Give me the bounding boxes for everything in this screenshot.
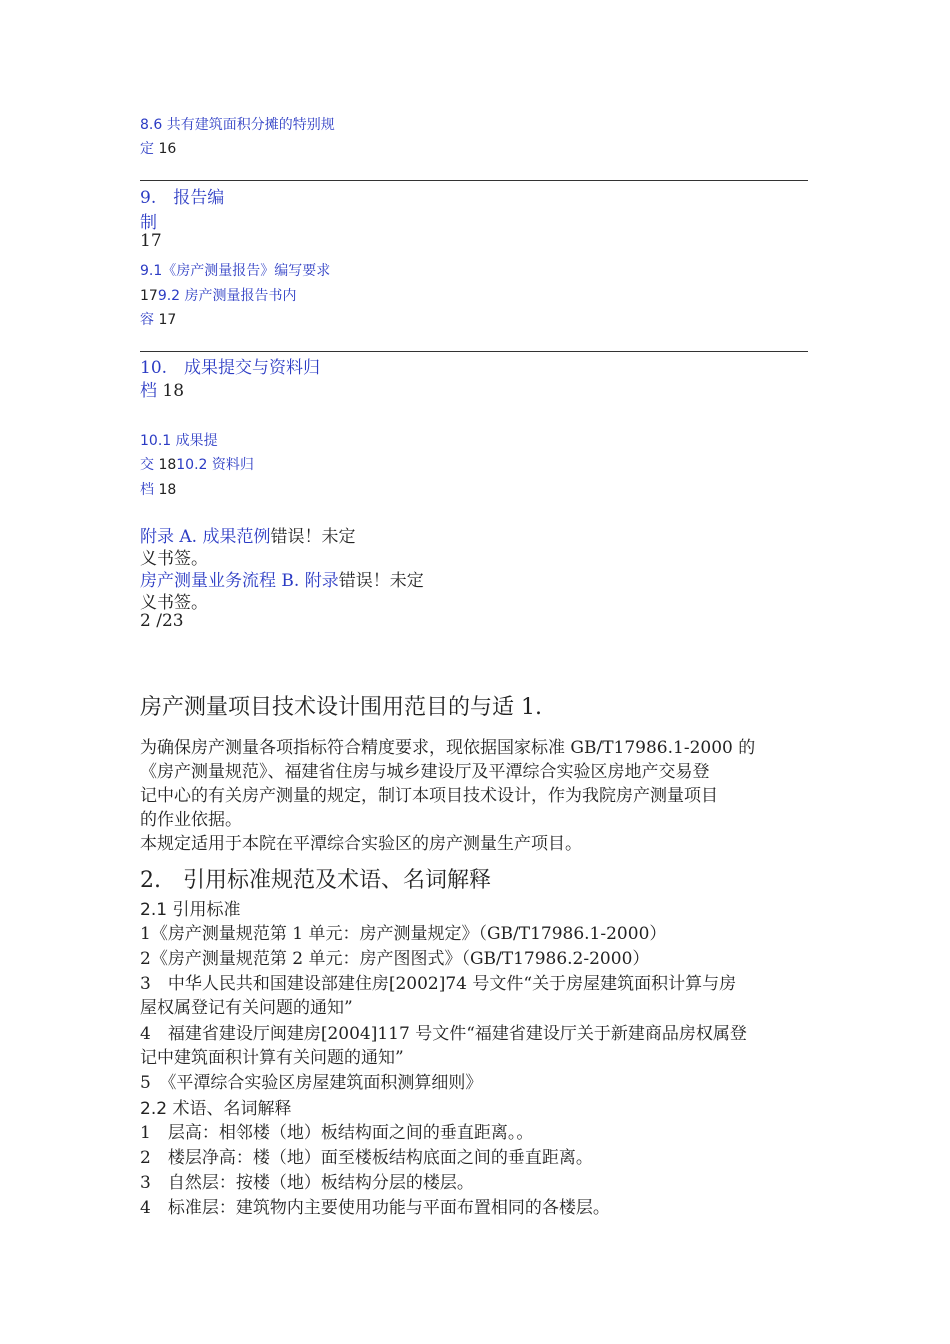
toc-appendix-a-text: 附录 A. 成果范例 <box>140 527 271 547</box>
toc-page-number: 16 <box>154 141 177 157</box>
toc-page-number: 17 <box>140 231 162 251</box>
toc-entry-8-6[interactable]: 8.6 共有建筑面积分摊的特别规 <box>140 117 335 133</box>
term-item: 4 标准层：建筑物内主要使用功能与平面布置相同的各楼层。 <box>140 1198 610 1218</box>
toc-entry-10-1-cont[interactable] <box>140 454 254 474</box>
toc-heading-9[interactable]: 9. 报告编 <box>140 188 225 208</box>
toc-page-number: 17 <box>140 288 158 304</box>
term-item: 3 自然层：按楼（地）板结构分层的楼层。 <box>140 1173 474 1193</box>
paragraph-line: 为确保房产测量各项指标符合精度要求，现依据国家标准 GB/T17986.1-2000 的 <box>140 738 756 758</box>
term-item: 2 楼层净高：楼（地）面至楼板结构底面之间的垂直距离。 <box>140 1148 593 1168</box>
toc-entry-8-6-text: 定 <box>140 141 154 157</box>
toc-page-number: 18 <box>154 457 177 473</box>
toc-error-cont: 义书签。 <box>140 593 208 613</box>
toc-error-text: 错误！未定 <box>338 571 424 591</box>
section-heading: 2. 引用标准规范及术语、名词解释 <box>140 868 491 893</box>
toc-error-text: 错误！未定 <box>270 527 356 547</box>
toc-page-number: 18 <box>154 482 177 498</box>
reference-item-cont: 记中建筑面积计算有关问题的通知” <box>140 1048 404 1068</box>
toc-entry-10-2-cont[interactable] <box>140 479 176 499</box>
reference-item: 3 中华人民共和国建设部建住房[2002]74 号文件“关于房屋建筑面积计算与房 <box>140 974 737 994</box>
toc-page-number: 18 <box>157 381 185 401</box>
paragraph-line: 记中心的有关房产测量的规定，制订本项目技术设计，作为我院房产测量项目 <box>140 786 718 806</box>
toc-entry-10-2-text: 档 <box>140 482 154 498</box>
toc-entry-9-1[interactable]: 9.1《房产测量报告》编写要求 <box>140 263 331 279</box>
toc-heading-10-cont[interactable] <box>140 376 184 401</box>
toc-entry-10-1-text: 交 <box>140 457 154 473</box>
toc-entry-10-1[interactable]: 10.1 成果提 <box>140 433 218 449</box>
toc-entry-9-2-cont[interactable] <box>140 309 176 329</box>
subsection-heading: 2.2 术语、名词解释 <box>140 1099 292 1119</box>
reference-item-cont: 屋权属登记有关问题的通知” <box>140 998 353 1018</box>
toc-entry-9-2-text: 容 <box>140 312 154 328</box>
toc-heading-9-cont[interactable]: 制 <box>140 213 157 233</box>
toc-entry-9-2[interactable] <box>140 285 297 305</box>
toc-entry-9-2-text: 9.2 房产测量报告书内 <box>157 288 297 304</box>
page-number: 2 /23 <box>140 611 184 631</box>
toc-appendix-b-text: 房产测量业务流程 B. 附录 <box>140 571 339 591</box>
toc-heading-10[interactable]: 10. 成果提交与资料归 <box>140 358 321 378</box>
toc-entry-8-6-cont[interactable] <box>140 138 176 158</box>
paragraph-line: 本规定适用于本院在平潭综合实验区的房产测量生产项目。 <box>140 834 582 854</box>
toc-error-cont: 义书签。 <box>140 549 208 569</box>
toc-page-number: 17 <box>154 312 177 328</box>
reference-item: 1《房产测量规范第 1 单元：房产测量规定》（GB/T17986.1-2000） <box>140 924 667 944</box>
toc-entry-10-2-text: 10.2 资料归 <box>176 457 254 473</box>
document-title: 房产测量项目技术设计围用范目的与适 1. <box>140 695 542 720</box>
term-item: 1 层高：相邻楼（地）板结构面之间的垂直距离。。 <box>140 1123 534 1143</box>
subsection-heading: 2.1 引用标准 <box>140 900 241 920</box>
reference-item: 5 《平潭综合实验区房屋建筑面积测算细则》 <box>140 1073 483 1093</box>
reference-item: 2《房产测量规范第 2 单元：房产图图式》（GB/T17986.2-2000） <box>140 949 650 969</box>
paragraph-line: 《房产测量规范》、福建省住房与城乡建设厅及平潭综合实验区房地产交易登 <box>140 762 710 782</box>
toc-heading-10-text: 档 <box>140 381 157 401</box>
toc-divider <box>140 351 808 352</box>
reference-item: 4 福建省建设厅闽建房[2004]117 号文件“福建省建设厅关于新建商品房权属登 <box>140 1024 747 1044</box>
paragraph-line: 的作业依据。 <box>140 810 242 830</box>
toc-divider <box>140 180 808 181</box>
